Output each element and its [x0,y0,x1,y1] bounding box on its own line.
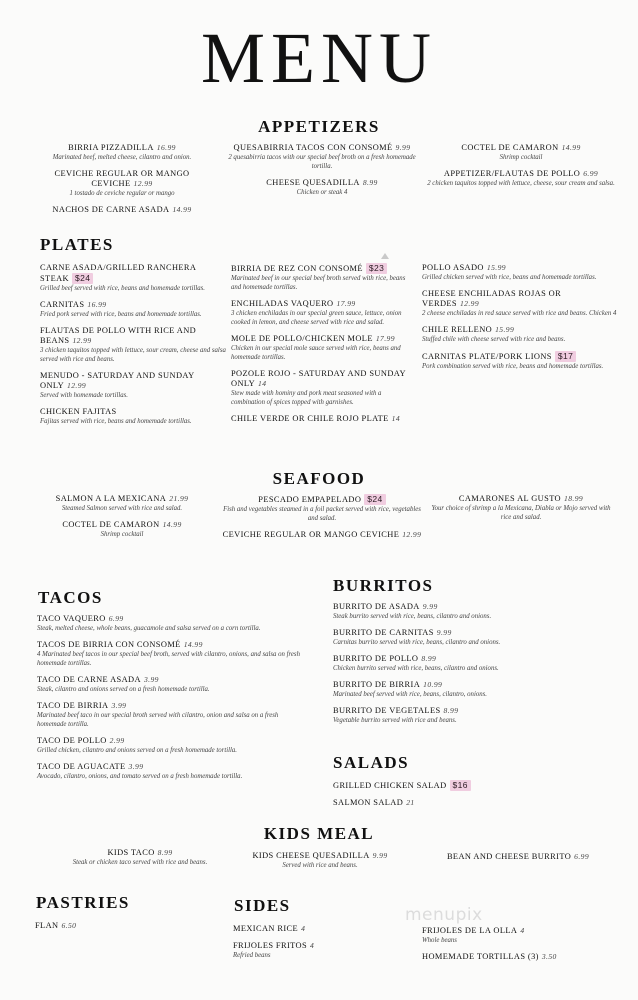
price-tag: $24 [72,273,93,284]
menu-item-price: 12.99 [67,381,87,390]
menu-item-price: 9.99 [395,143,411,152]
menu-item [231,369,417,407]
menu-item-description: Fish and vegetables steamed in a foil packet served with rice, vegetables and salad. [223,506,421,522]
menu-item-description: Chicken burrito served with rice, beans, cilantro and onions. [333,665,499,672]
menu-item-name: POZOLE ROJO - SATURDAY AND SUNDAY ONLY [231,369,406,388]
menu-item-description: 3 chicken taquitos topped with lettuce, sour cream, cheese and salsa served with rice and beans. [40,347,226,363]
menu-item [231,334,417,362]
menu-item-name: HOMEMADE TORTILLAS (3) [422,952,539,961]
menu-item-name: ENCHILADAS VAQUERO [231,299,334,308]
menu-item-description: 2 cheese enchiladas in red sauce served with rice and beans. Chicken 4 [422,310,617,317]
menu-item-name-line [222,530,422,540]
menu-item [35,921,185,931]
menu-item-price: 9.99 [422,602,438,611]
menu-item-name-line [37,640,305,650]
menu-item-price: 9.99 [372,851,388,860]
menu-item-price: 3.99 [143,675,159,684]
menu-item-name: CHILE VERDE OR CHILE ROJO PLATE [231,414,389,423]
menu-item-name: CARNITAS [40,300,85,309]
menu-item-name-line [333,706,593,716]
menu-item-name-line [35,921,185,931]
menu-item [231,299,417,327]
menu-item-name-line [333,798,593,808]
menu-item-description: Marinated beef served with rice, beans, cilantro, onions. [333,691,487,698]
menu-item-name-line [231,299,417,309]
menu-item [222,178,422,197]
menu-item-name: TACO DE BIRRIA [37,701,109,710]
menu-item-name: BIRRIA DE REZ CON CONSOMÉ [231,264,363,273]
menu-item-description: Pork combination served with rice, beans and homemade tortillas. [422,363,604,370]
menu-item-description: Avocado, cilantro, onions, and tomato served on a fresh homemade tortilla. [37,773,243,780]
section-title-salads: SALADS [333,753,410,772]
menu-item-price: 12.99 [133,179,153,188]
menu-item-name: BIRRIA PIZZADILLA [68,143,154,152]
menu-item-name: CHILE RELLENO [422,325,493,334]
menu-item-price: 3.50 [541,952,557,961]
menu-item-name-line [422,325,618,335]
menu-item-name: SALMON A LA MEXICANA [55,494,167,503]
menu-item-description: Marinated beef taco in our special broth served with cilantro, onion and salsa on a fresh homemade tortilla. [37,712,279,728]
menu-item-price: 12.99 [72,336,92,345]
menu-item-name: CAMARONES AL GUSTO [458,494,562,503]
menu-item [231,263,417,292]
menu-item-name: TACO DE CARNE ASADA [37,675,141,684]
menu-item-name-line [40,371,226,391]
menu-item [24,520,220,539]
menu-item [426,169,616,188]
menu-item-price: 14.99 [172,205,192,214]
menu-item-price: 15.99 [495,325,515,334]
menu-item-description: Steak burrito served with rice, beans, cilantro and onions. [333,613,492,620]
menu-item-name: CEVICHE REGULAR OR MANGO CEVICHE [54,169,190,188]
menu-item-name-line [24,494,220,504]
menu-item-name: APPETIZER/FLAUTAS DE POLLO [443,169,581,178]
menu-item [422,289,618,318]
appetizers-col-2 [222,143,422,204]
menu-item-price: 14.99 [162,520,182,529]
menu-item [24,143,220,162]
watermark-logo: menupix [405,905,483,925]
menu-item-name: FRIJOLES FRITOS [233,941,308,950]
menu-item-price: 8.99 [157,848,173,857]
menu-item [37,736,305,755]
menu-item [333,654,593,673]
menu-item-name-line [37,736,305,746]
menu-item-name-line [422,952,602,962]
menu-item-name-line [40,848,240,858]
menu-item-name-line [422,926,602,936]
menu-item-name-line [24,520,220,530]
menu-item-name: TACO VAQUERO [37,614,106,623]
menu-item-name: MENUDO - SATURDAY AND SUNDAY ONLY [40,371,195,390]
plates-col-1 [40,263,226,433]
sides-col-1 [233,924,403,967]
menu-item-description: Served with homemade tortillas. [40,392,128,399]
menu-item-price: 8.99 [362,178,378,187]
menu-item-description: 1 tostado de ceviche regular or mango [69,190,175,197]
menu-item [222,530,422,540]
menu-item-name: CARNE ASADA/GRILLED RANCHERA STEAK [40,263,196,283]
menu-item-description: Marinated beef in our special beef broth served with rice, beans and homemade tortillas. [231,275,406,291]
menu-item-name: SALMON SALAD [333,798,404,807]
menu-item-name-line [222,494,422,505]
section-title-seafood: SEAFOOD [272,469,366,488]
menu-item-name: TACO DE AGUACATE [37,762,126,771]
menu-item [40,326,226,364]
tacos-list [37,614,305,788]
menu-item-price: 9.99 [436,628,452,637]
menu-item-name-line [40,326,226,346]
menu-item-price: 14 [391,414,401,423]
menu-item-description: Marinated beef, melted cheese, cilantro and onion. [52,154,192,161]
menu-item-price: 14.99 [561,143,581,152]
menu-item-price: 21 [406,798,415,807]
salads-list [333,780,593,815]
menu-item [422,263,618,282]
menu-item [233,941,403,960]
kids-col-2 [228,851,412,877]
menu-item [422,952,602,962]
menu-item-description: Your choice of shrimp a la Mexicana, Diabla or Mojo served with rice and salad. [431,505,611,521]
menu-item-name: MEXICAN RICE [233,924,299,933]
menu-item-name-line [222,178,422,188]
menu-item-name-line [426,494,616,504]
menu-item-price: 14 [258,379,267,388]
menu-item-price: 6.99 [583,169,599,178]
menu-item [37,675,305,694]
menu-item [333,780,593,791]
section-title-appetizers: APPETIZERS [258,117,380,136]
menu-item-description: 3 chicken enchiladas in our special green sauce, lettuce, onion cooked in lemon, and cheese served with rice and salad. [231,310,402,326]
menu-item-price: 4 [520,926,525,935]
menu-item-price: 17.99 [336,299,356,308]
menu-item-price: 10.99 [423,680,443,689]
pastries-list [35,921,185,938]
menu-item-name: POLLO ASADO [422,263,484,272]
menu-item-description: Shrimp cocktail [100,531,144,538]
menu-item [333,706,593,725]
menu-item-price: 15.99 [486,263,506,272]
menu-item-price: 16.99 [87,300,107,309]
menu-item-name: QUESABIRRIA TACOS CON CONSOMÉ [233,143,393,152]
menu-item-name-line [233,924,403,934]
menu-item [333,628,593,647]
menu-item-description: Steak, melted cheese, whole beans, guacamole and salsa served on a corn tortilla. [37,625,261,632]
menu-item-name: CHEESE QUESADILLA [266,178,360,187]
menu-item-name-line [37,762,305,772]
menu-item-price: 2.99 [109,736,125,745]
sides-col-2 [422,926,602,969]
menu-item-description: Grilled chicken, cilantro and onions served on a fresh homemade tortilla. [37,747,237,754]
menu-item-price: 8.99 [443,706,459,715]
menu-item [422,926,602,945]
price-tag: $16 [450,780,471,791]
menu-item-name-line [333,680,593,690]
menu-item [40,300,226,319]
menu-item [333,798,593,808]
menu-item [422,325,618,344]
decorative-mark [381,253,389,259]
plates-col-3 [422,263,618,378]
menu-item-description: Shrimp cocktail [499,154,543,161]
menu-item-name-line [333,654,593,664]
menu-item-price: 12.99 [459,299,480,308]
menu-item-name-line [426,143,616,153]
menu-item-name-line [231,369,417,389]
menu-item-name-line [40,407,226,417]
menu-item-name: FLAUTAS DE POLLO WITH RICE AND BEANS [40,326,197,345]
menu-item-price: 4 [310,941,315,950]
menu-item-price: 3.99 [128,762,144,771]
menu-item-description: 2 quesabirria tacos with our special beef broth on a fresh homemade tortilla. [228,154,416,170]
menu-item [37,640,305,668]
menu-item-price: 6.99 [108,614,124,623]
menu-item-price: 4 [301,924,306,933]
menu-item-name: FRIJOLES DE LA OLLA [422,926,518,935]
menu-item-name: BURRITO DE ASADA [333,602,420,611]
menu-item-description: 4 Marinated beef tacos in our special beef broth, served with cilantro, onions, and salsa on fresh homemade tortillas. [37,651,300,667]
menu-item-name: BURRITO DE CARNITAS [333,628,434,637]
menu-item-price: 3.99 [111,701,127,710]
menu-item-price: 12.99 [402,530,422,539]
menu-item [333,680,593,699]
seafood-col-2 [222,494,422,547]
menu-item-name: MOLE DE POLLO/CHICKEN MOLE [231,334,373,343]
menu-item-name: COCTEL DE CAMARON [461,143,559,152]
menu-item-name-line [426,169,616,179]
seafood-col-1 [24,494,220,546]
menu-item-name-line [40,263,226,284]
appetizers-col-1 [24,143,220,222]
kids-col-1 [40,848,240,874]
menu-item-name-line [37,675,305,685]
section-title-kids-meal: KIDS MEAL [263,824,375,843]
menu-item-price: 16.99 [156,143,176,152]
menu-item-name-line [37,701,305,711]
menu-item-name: BURRITO DE BIRRIA [333,680,421,689]
menu-item-description: 2 chicken taquitos topped with lettuce, cheese, sour cream and salsa. [427,180,615,187]
menu-item-name: BEAN AND CHEESE BURRITO [446,852,572,861]
menu-item-name: BURRITO DE POLLO [333,654,419,663]
menu-item [37,614,305,633]
menu-item-description: Stew made with hominy and pork meat seasoned with a combination of spices topped with garnishes. [231,390,382,406]
menu-item-name-line [40,300,226,310]
menu-item-name-line [422,351,618,362]
menu-item-name: NACHOS DE CARNE ASADA [52,205,170,214]
menu-item-price: 21.99 [169,494,189,503]
menu-item-description: Steak or chicken taco served with rice and beans. [72,859,208,866]
menu-item-name-line [37,614,305,624]
menu-item-name: COCTEL DE CAMARON [62,520,160,529]
menu-item [426,494,616,522]
section-title-plates: PLATES [40,235,114,254]
menu-item-price: 18.99 [564,494,584,503]
plates-col-2 [231,263,417,431]
seafood-col-3 [426,494,616,529]
menu-item-description: Chicken in our special mole sauce served with rice, beans and homemade tortillas. [231,345,401,361]
menu-item-name: TACO DE POLLO [37,736,107,745]
menu-item [422,351,618,371]
menu-item-name: FLAN [35,921,59,930]
menu-item-description: Grilled chicken served with rice, beans and homemade tortillas. [422,274,597,281]
menu-item [37,701,305,729]
section-title-sides: SIDES [234,896,291,915]
menu-item-name: KIDS TACO [107,848,155,857]
menu-item [222,143,422,171]
menu-item-description: Steak, cilantro and onions served on a fresh homemade tortilla. [37,686,210,693]
menu-item-description: Fried pork served with rice, beans and homemade tortillas. [40,311,202,318]
price-tag: $24 [364,494,385,505]
menu-item-description: Served with rice and beans. [282,862,358,869]
menu-item-price: 6.99 [574,852,590,861]
menu-item-name-line [231,334,417,344]
menu-item-description: Vegetable burrito served with rice and beans. [333,717,457,724]
menu-item [426,143,616,162]
menu-item-name: CEVICHE REGULAR OR MANGO CEVICHE [222,530,400,539]
kids-col-3 [420,852,616,869]
menu-item-name: GRILLED CHICKEN SALAD [333,781,447,790]
menu-item [420,852,616,862]
burritos-list [333,602,593,732]
menu-item-name-line [231,414,417,424]
menu-item-name-line [24,169,220,189]
menu-item-price: 8.99 [421,654,437,663]
menu-item-name-line [333,602,593,612]
menu-item-name-line [228,851,412,861]
menu-item-name-line [233,941,403,951]
menu-item-name-line [24,205,220,215]
menu-item-price: 17.99 [375,334,395,343]
appetizers-col-3 [426,143,616,195]
menu-item-description: Fajitas served with rice, beans and homemade tortillas. [40,418,192,425]
menu-item [333,602,593,621]
price-tag: $17 [555,351,576,362]
menu-item-name-line [24,143,220,153]
menu-item-name: BURRITO DE VEGETALES [333,706,441,715]
menu-item-name-line [333,628,593,638]
section-title-pastries: PASTRIES [36,893,130,912]
menu-item [24,169,220,198]
menu-item [24,205,220,215]
menu-item-description: Carnitas burrito served with rice, beans, cilantro and onions. [333,639,501,646]
menu-item-name-line [420,852,616,862]
menu-item-name: CHEESE ENCHILADAS ROJAS OR VERDES [422,289,562,308]
menu-item-name: KIDS CHEESE QUESADILLA [252,851,370,860]
menu-item [37,762,305,781]
menu-item-name-line [422,289,618,309]
menu-item [40,407,226,426]
menu-item-name-line [231,263,417,274]
menu-item-name: TACOS DE BIRRIA CON CONSOMÉ [37,640,181,649]
menu-item-description: Chicken or steak 4 [296,189,348,196]
section-title-tacos: TACOS [38,588,103,607]
menu-item [233,924,403,934]
section-title-burritos: BURRITOS [333,576,434,595]
menu-item [40,848,240,867]
menu-item-price: 14.99 [183,640,203,649]
menu-title: MENU [201,18,437,98]
menu-item-price: 6.50 [61,921,77,930]
menu-item-name-line [422,263,618,273]
menu-item-name: PESCADO EMPAPELADO [258,495,362,504]
menu-item [228,851,412,870]
menu-item-description: Whole beans [422,937,457,944]
menu-item-name-line [333,780,593,791]
menu-item-description: Grilled beef served with rice, beans and homemade tortillas. [40,285,205,292]
menu-item [231,414,417,424]
menu-item [40,263,226,293]
menu-item-name-line [222,143,422,153]
menu-item [24,494,220,513]
menu-item-description: Steamed Salmon served with rice and salad. [61,505,183,512]
menu-item-name: CHICKEN FAJITAS [40,407,117,416]
menu-item-description: Refried beans [233,952,271,959]
menu-item-name: CARNITAS PLATE/PORK LIONS [422,352,552,361]
menu-item-description: Stuffed chile with cheese served with rice and beans. [422,336,566,343]
price-tag: $23 [366,263,387,274]
menu-item [40,371,226,400]
menu-item [222,494,422,523]
